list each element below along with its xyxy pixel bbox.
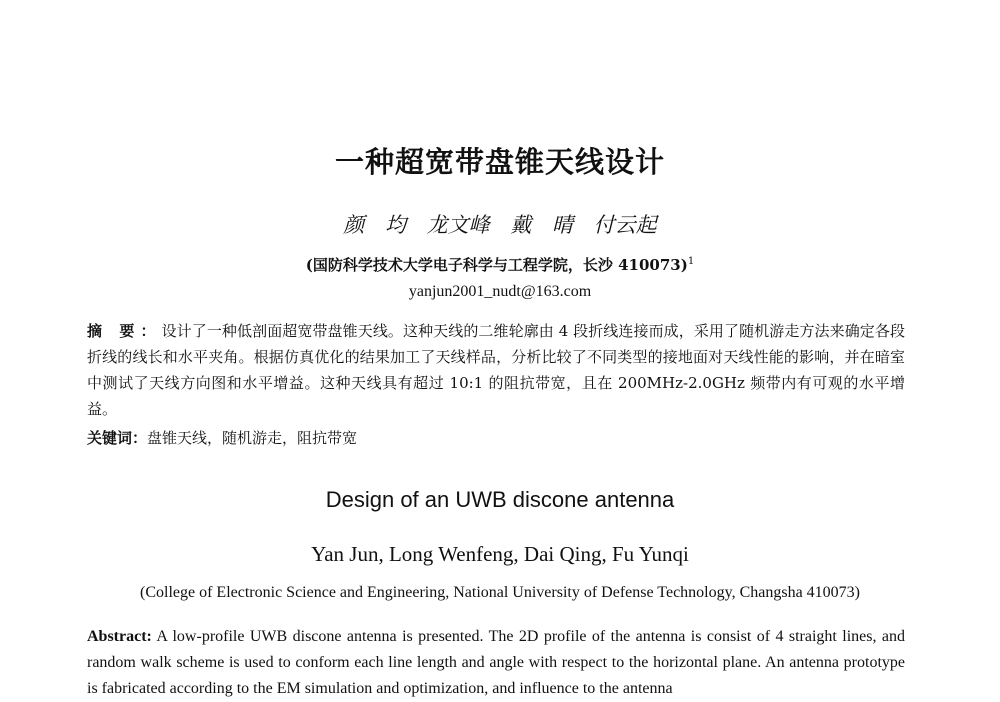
abstract-english-label: Abstract: — [87, 628, 152, 645]
abstract-english — [87, 624, 905, 702]
abstract-chinese-label: 摘 要： — [87, 322, 162, 340]
author-list-chinese: 颜 均 龙文峰 戴 晴 付云起 — [343, 213, 657, 237]
paper-title-english: Design of an UWB discone antenna — [325, 487, 675, 512]
affiliation-english: (College of Electronic Science and Engineering, National University of Defense Technology, Changsha 410073) — [140, 584, 860, 601]
affiliation-footnote-marker: 1 — [687, 256, 695, 267]
author-list-english: Yan Jun, Long Wenfeng, Dai Qing, Fu Yunqi — [311, 542, 689, 566]
paper-title-chinese: 一种超宽带盘锥天线设计 — [334, 145, 665, 179]
author-email: yanjun2001_nudt@163.com — [408, 283, 592, 300]
keywords-chinese-text: 盘锥天线，随机游走，阻抗带宽 — [147, 429, 358, 447]
keywords-chinese — [87, 425, 905, 451]
affiliation-chinese-text: (国防科学技术大学电子科学与工程学院，长沙 410073) — [305, 256, 688, 274]
abstract-chinese — [87, 318, 905, 422]
abstract-chinese-text: 设计了一种低剖面超宽带盘锥天线。这种天线的二维轮廓由 4 段折线连接而成，采用了随机游走方法来确定各段折线的线长和水平夹角。根据仿真优化的结果加工了天线样品，分析比较了不同类型的接地面对天线性能的影响，并在暗室中测试了天线方向图和水平增益。这种天线具有超过 10:1 的阻抗带宽，且在 200MHz-2.0GHz 频带内有可观的水平增益。 — [87, 322, 905, 418]
abstract-english-text: A low-profile UWB discone antenna is presented. The 2D profile of the antenna is consist of 4 straight lines, and random walk scheme is used to conform each line length and angle with respect to the horizontal plane. An antenna prototype is fabricated according to the EM simulation and optimization, and influence to the antenna — [87, 628, 905, 697]
affiliation-chinese — [0, 254, 1000, 275]
keywords-chinese-label: 关键词： — [87, 429, 148, 447]
